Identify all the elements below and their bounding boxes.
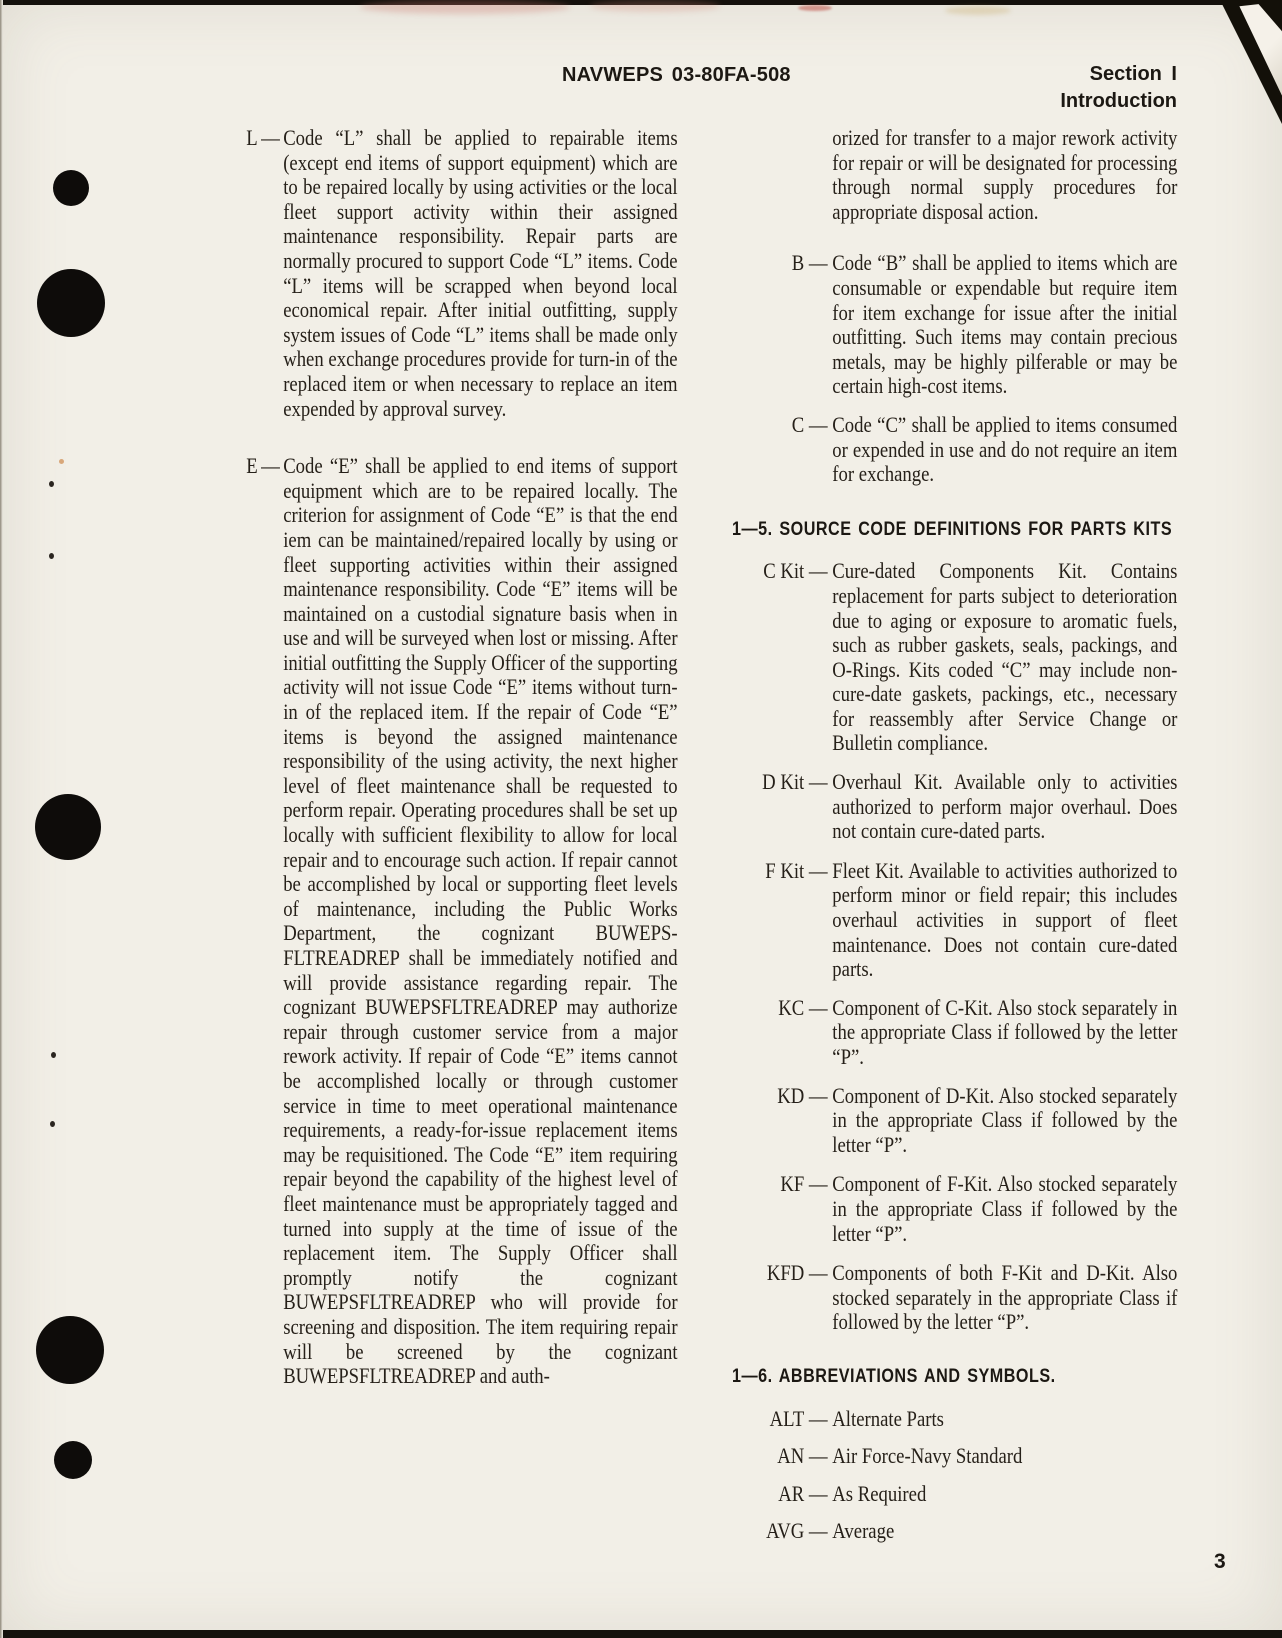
definition-label: F Kit xyxy=(765,857,805,883)
kit-definition-kd xyxy=(732,1084,1177,1158)
definition-label: B xyxy=(791,250,805,276)
punch-hole-dot xyxy=(37,269,105,337)
section-title: Section I xyxy=(1089,63,1177,85)
heading-title: SOURCE CODE DEFINITIONS FOR PARTS KITS xyxy=(779,518,1173,540)
kit-definition-kfd xyxy=(732,1261,1177,1335)
section-heading-1-5 xyxy=(732,518,1177,543)
paper-stain xyxy=(360,0,570,14)
doc-number: NAVWEPS 03-80FA-508 xyxy=(562,64,791,86)
paper-stain xyxy=(798,5,832,11)
punch-hole-dot xyxy=(36,1316,104,1384)
code-definition-L xyxy=(239,126,678,421)
definition-label: E xyxy=(246,453,258,479)
definition-dash: — xyxy=(808,1480,828,1506)
definition-label: AR xyxy=(778,1480,805,1506)
definition-text: As Required xyxy=(832,1480,927,1506)
definition-text: Code “L” shall be applied to repairable items (except end items of support equipment) which are to be repaired locally by using activities or the local fleet support activity within their assigned maintenance responsibility. Repair parts are normally procured to support Code “L” items. Code “L” items will be scrapped when beyond local economical repair. After initial outfitting, supply system issues of Code “L” items shall be made only when exchange procedures provide for turn-in of the replaced item or when necessary to replace an item expended by approval survey. xyxy=(283,125,678,421)
definition-text: Fleet Kit. Available to activities authorized to perform minor or field repair; this includes overhaul activities in support of fleet maintenance. Does not contain cure-dated parts. xyxy=(832,857,1178,982)
definition-dash: — xyxy=(808,1171,828,1197)
kit-definition-d-kit xyxy=(732,770,1177,844)
definition-dash: — xyxy=(808,1405,828,1431)
abbreviation-ar xyxy=(732,1482,1177,1507)
right-column xyxy=(732,126,1177,1544)
abbreviation-an xyxy=(732,1444,1177,1469)
definition-label: D Kit xyxy=(762,769,805,795)
code-definition-E xyxy=(239,454,678,1389)
definition-label: C xyxy=(791,411,805,437)
ink-speck xyxy=(49,481,54,487)
definition-label: AVG xyxy=(766,1518,805,1544)
code-definition-B xyxy=(732,251,1177,399)
kit-definition-kc xyxy=(732,996,1177,1070)
definition-text: Code “E” shall be applied to end items of support equipment which are to be repaired locally. The criterion for assignment of Code “E” is that the end iem can be maintained/repaired locally by using or fleet supporting activities within their assigned maintenance responsibility. Code “E” items will be maintained on a custodial signature basis when in use and will be surveyed when lost or missing. After initial outfitting the Supply Officer of the supporting activity will not issue Code “E” items without turn-in of the replaced item. If the repair of Code “E” items is beyond the assigned maintenance responsibility of the using activity, the next higher level of fleet maintenance shall be requested to perform repair. Operating procedures shall be set up locally with sufficient flexibility to allow for local repair and to encourage such action. If repair cannot be accomplished by local or supporting fleet levels of maintenance, including the Public Works Department, the cognizant BUWEPS-FLTREADREP shall be immediately notified and will provide assistance regarding repair. The cognizant BUWEPSFLTREADREP may authorize repair through customer service from a major rework activity. If repair of Code “E” items cannot be accomplished locally or through customer service in time to meet operational maintenance requirements, a ready-for-issue replacement items may be requisitioned. The Code “E” item requiring repair beyond the capability of the highest level of fleet maintenance must be appropriately tagged and turned into supply at the time of issue of the replacement item. The Supply Officer shall promptly notify the cognizant BUWEPSFLTREADREP who will provide for screening and disposition. The item requiring repair will be screened by the cognizant BUWEPSFLTREADREP and auth- xyxy=(283,453,678,1389)
definition-text: Average xyxy=(832,1518,895,1544)
definition-label: KD xyxy=(777,1082,805,1108)
punch-hole-dot xyxy=(54,1441,92,1479)
kit-definition-c-kit xyxy=(732,559,1177,756)
ink-speck xyxy=(50,1121,55,1127)
heading-number: 1—6. xyxy=(732,1365,773,1387)
section-heading-1-6 xyxy=(732,1365,1177,1390)
abbreviation-avg xyxy=(732,1519,1177,1544)
definition-dash: — xyxy=(808,769,828,795)
definition-dash: — xyxy=(808,250,828,276)
definition-dash: — xyxy=(808,1443,828,1469)
scan-left-edge xyxy=(0,0,3,1638)
definition-label: KF xyxy=(780,1171,805,1197)
heading-title: ABBREVIATIONS AND SYMBOLS. xyxy=(778,1365,1056,1387)
paper-stain xyxy=(590,0,720,12)
definition-text: Alternate Parts xyxy=(832,1405,944,1431)
definition-label: KFD xyxy=(766,1260,805,1286)
definition-text: Component of C-Kit. Also stock separately in the appropriate Class if followed by the letter “P”. xyxy=(832,994,1178,1069)
definition-text: Air Force-Navy Standard xyxy=(832,1443,1023,1469)
definition-label: L xyxy=(246,125,258,150)
definition-dash: — xyxy=(261,125,280,150)
definition-text: Component of D-Kit. Also stocked separately in the appropriate Class if followed by the letter “P”. xyxy=(832,1082,1178,1157)
definition-text: Overhaul Kit. Available only to activities authorized to perform major overhaul. Does not contain cure-dated parts. xyxy=(832,769,1178,844)
definition-dash: — xyxy=(808,1082,828,1108)
code-definition-C xyxy=(732,413,1177,487)
punch-hole-dot xyxy=(35,794,101,860)
kit-definition-kf xyxy=(732,1172,1177,1246)
kit-definition-f-kit xyxy=(732,859,1177,982)
paper-stain xyxy=(945,6,1011,15)
ink-speck xyxy=(51,1052,56,1058)
scan-bottom-edge xyxy=(0,1630,1282,1638)
punch-hole-dot xyxy=(53,170,89,206)
definition-dash: — xyxy=(261,453,280,479)
definition-dash: — xyxy=(808,411,828,437)
left-column xyxy=(239,126,678,1389)
definition-dash: — xyxy=(808,1260,828,1286)
definition-text: Cure-dated Components Kit. Contains replacement for parts subject to deterioration due to aging or exposure to aromatic fuels, such as rubber gaskets, seals, packings, and O-Rings. Kits coded “C” may include non-cure-date gaskets, packings, etc., necessary for reassembly after Service Change or Bulletin compliance. xyxy=(832,558,1178,756)
definition-text: Code “B” shall be applied to items which are consumable or expendable but require item for item exchange for issue after the initial outfitting. Such items may contain precious metals, may be highly pilferable or may be certain high-cost items. xyxy=(832,250,1178,399)
definition-label: KC xyxy=(778,994,805,1020)
ink-speck xyxy=(59,459,64,464)
section-header xyxy=(1060,61,1177,115)
abbreviation-alt xyxy=(732,1407,1177,1432)
definition-label: ALT xyxy=(769,1405,805,1431)
ink-speck xyxy=(49,553,54,559)
definition-label: AN xyxy=(777,1443,805,1469)
definition-dash: — xyxy=(808,857,828,883)
definition-text: Component of F-Kit. Also stocked separately in the appropriate Class if followed by the letter “P”. xyxy=(832,1171,1178,1246)
definition-dash: — xyxy=(808,1518,828,1544)
heading-number: 1—5. xyxy=(732,518,773,540)
continuation-paragraph: orized for transfer to a major rework activity for repair or will be designated for processing through normal supply procedures for appropriate disposal action. xyxy=(832,125,1178,224)
page-number: 3 xyxy=(1214,1550,1226,1573)
definition-dash: — xyxy=(808,558,828,584)
definition-dash: — xyxy=(808,994,828,1020)
section-subtitle: Introduction xyxy=(1060,90,1177,112)
definition-text: Components of both F-Kit and D-Kit. Also stocked separately in the appropriate Class if followed by the letter “P”. xyxy=(832,1260,1178,1335)
definition-text: Code “C” shall be applied to items consumed or expended in use and do not require an item for exchange. xyxy=(832,411,1178,487)
definition-label: C Kit xyxy=(763,558,805,584)
